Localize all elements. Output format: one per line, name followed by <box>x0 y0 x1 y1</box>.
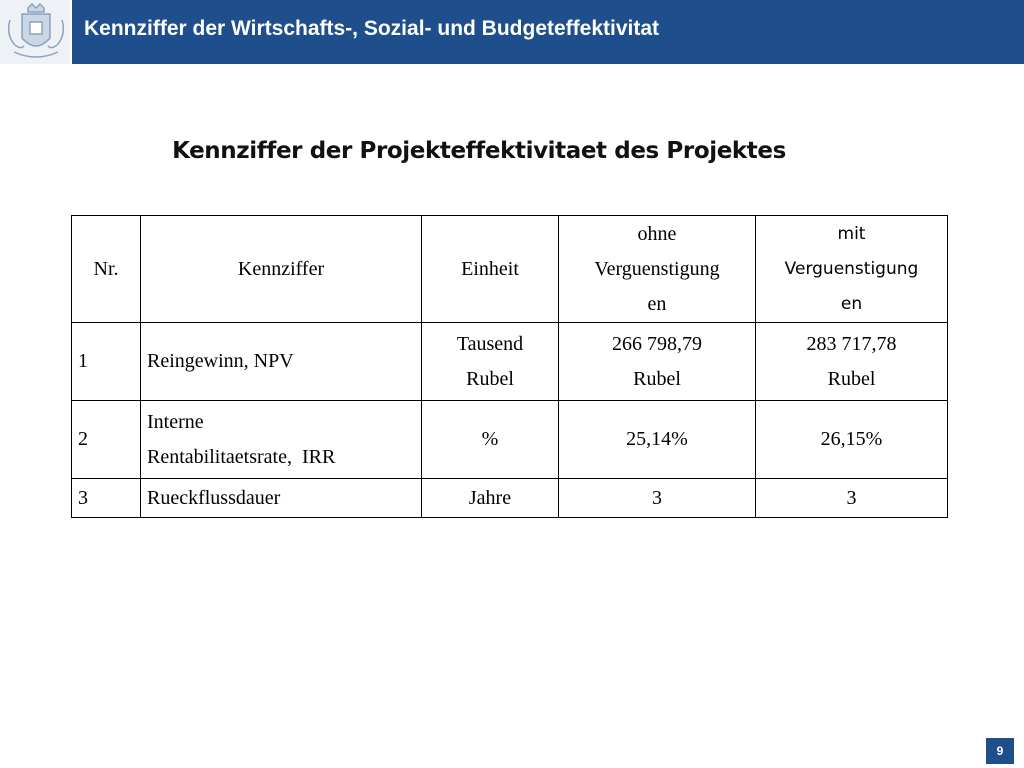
col-header-mit-line: en <box>840 293 863 314</box>
indicator-table <box>71 215 948 518</box>
cell-mit <box>756 479 948 518</box>
cell-line: Rentabilitaetsrate, IRR <box>147 445 336 468</box>
cell-line: 266 798,79 <box>612 332 702 355</box>
cell-einheit <box>422 323 559 401</box>
col-header-einheit: Einheit <box>422 216 559 323</box>
cell-line: 3 <box>846 486 857 509</box>
table-row <box>72 479 948 518</box>
cell-line: Rubel <box>827 367 876 390</box>
cell-line: 283 717,78 <box>806 332 897 355</box>
cell-ohne <box>559 323 756 401</box>
cell-line: Tausend <box>456 332 524 355</box>
col-header-ohne-line: Verguenstigung <box>594 257 720 280</box>
page-number-badge: 9 <box>986 738 1014 764</box>
cell-line: 26,15% <box>820 428 883 450</box>
cell-nr: 1 <box>72 323 141 401</box>
cell-kennziffer <box>141 479 422 518</box>
coat-of-arms-icon <box>0 0 72 64</box>
cell-kennziffer <box>141 323 422 401</box>
cell-mit <box>756 323 948 401</box>
header-bar <box>0 0 1024 64</box>
table-row <box>72 323 948 401</box>
table-row <box>72 401 948 479</box>
cell-nr: 2 <box>72 401 141 479</box>
cell-line: % <box>481 428 499 450</box>
table-header-row <box>72 216 948 323</box>
cell-line: 3 <box>652 486 662 509</box>
col-header-kennziffer: Kennziffer <box>141 216 422 323</box>
header-title: Kennziffer der Wirtschafts-, Sozial- und Budgeteffektivitat <box>84 17 660 40</box>
cell-einheit <box>422 479 559 518</box>
cell-line: Rubel <box>466 367 514 390</box>
slide-title: Kennziffer der Projekteffektivitaet des Projektes <box>172 138 786 164</box>
col-header-ohne-line: ohne <box>637 222 677 245</box>
col-header-nr: Nr. <box>72 216 141 323</box>
cell-ohne <box>559 479 756 518</box>
col-header-ohne-line: en <box>647 292 667 315</box>
cell-line: Jahre <box>468 486 512 509</box>
cell-kennziffer <box>141 401 422 479</box>
cell-einheit <box>422 401 559 479</box>
cell-line: Rueckflussdauer <box>147 486 281 509</box>
col-header-mit-line: Verguenstigung <box>784 258 919 279</box>
col-header-mit-line: mit <box>837 223 866 244</box>
cell-ohne <box>559 401 756 479</box>
cell-line: Interne <box>147 410 204 433</box>
cell-nr: 3 <box>72 479 141 518</box>
cell-mit <box>756 401 948 479</box>
cell-line: Rubel <box>633 367 681 390</box>
cell-line: Reingewinn, NPV <box>147 350 294 372</box>
cell-line: 25,14% <box>626 428 688 450</box>
col-header-mit <box>756 216 948 323</box>
col-header-ohne <box>559 216 756 323</box>
